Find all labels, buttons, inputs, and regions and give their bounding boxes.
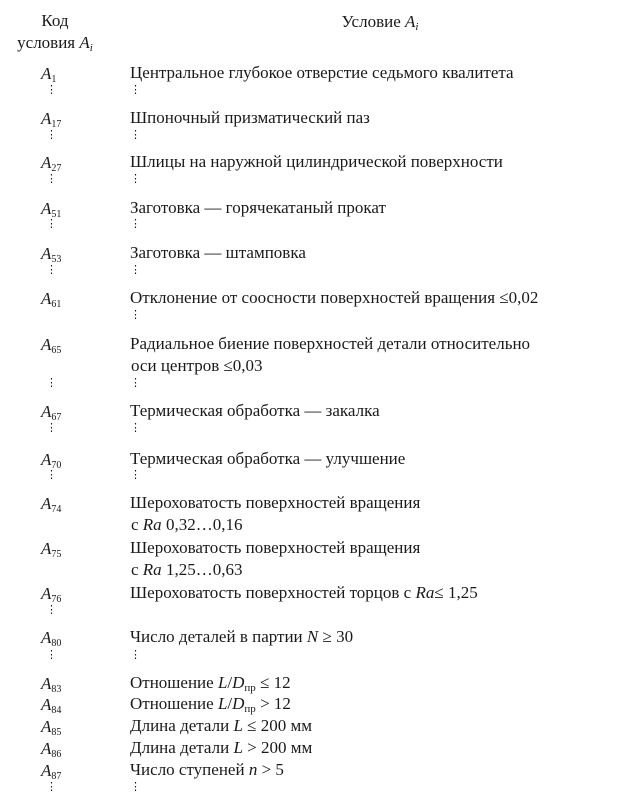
condition-text: Термическая обработка — улучшение xyxy=(130,449,406,468)
condition-text: Отношение $L/D_{пр} > 12$ xyxy=(130,694,291,715)
ellipsis: ⋮ xyxy=(130,129,141,141)
ellipsis: ⋮ xyxy=(130,84,141,96)
condition-code: $A_{85}$ xyxy=(41,717,62,738)
ellipsis: ⋮ xyxy=(46,469,57,481)
condition-code: $A_{84}$ xyxy=(41,695,62,716)
condition-code: $A_{86}$ xyxy=(41,739,62,760)
condition-code: $A_{75}$ xyxy=(41,539,62,560)
condition-text: Заготовка — горячекатаный прокат xyxy=(130,198,386,217)
condition-text-line2: с Ra 1,25…0,63 xyxy=(131,560,243,579)
condition-code: $A_{76}$ xyxy=(41,584,62,605)
ellipsis: ⋮ xyxy=(46,377,57,389)
ellipsis: ⋮ xyxy=(46,84,57,96)
condition-code: $A_{65}$ xyxy=(41,335,62,356)
column-header-code-line1: Код xyxy=(41,11,69,30)
ellipsis: ⋮ xyxy=(130,377,141,389)
condition-text: Отношение $L/D_{пр} \le 12$ xyxy=(130,673,291,694)
ellipsis: ⋮ xyxy=(130,264,141,276)
ellipsis: ⋮ xyxy=(46,218,57,230)
condition-code: $A_{70}$ xyxy=(41,450,62,471)
ellipsis: ⋮ xyxy=(130,649,141,661)
ellipsis: ⋮ xyxy=(46,604,57,616)
condition-text: Термическая обработка — закалка xyxy=(130,401,380,420)
ellipsis: ⋮ xyxy=(46,264,57,276)
condition-code: $A_{17}$ xyxy=(41,109,62,130)
ellipsis: ⋮ xyxy=(130,173,141,185)
ellipsis: ⋮ xyxy=(130,469,141,481)
ellipsis: ⋮ xyxy=(130,422,141,434)
condition-text-line1: Шероховатость поверхностей вращения xyxy=(130,538,421,557)
condition-code: $A_{83}$ xyxy=(41,674,62,695)
ellipsis: ⋮ xyxy=(46,173,57,185)
column-header-code-line2: условия $A_i$ xyxy=(17,33,93,54)
condition-code: $A_{51}$ xyxy=(41,199,62,220)
column-header-condition: Условие $A_i$ xyxy=(341,12,419,33)
condition-code: $A_{87}$ xyxy=(41,761,62,782)
condition-code: $A_{80}$ xyxy=(41,628,62,649)
ellipsis: ⋮ xyxy=(46,129,57,141)
condition-text: Заготовка — штамповка xyxy=(130,243,306,262)
condition-text: Шлицы на наружной цилиндрической поверхности xyxy=(130,152,503,171)
condition-text: Число ступеней n > 5 xyxy=(130,760,284,779)
condition-text: Число деталей в партии N ≥ 30 xyxy=(130,627,354,646)
condition-text: Шероховатость поверхностей торцов с Ra≤ 1,25 xyxy=(130,583,478,602)
condition-text: Центральное глубокое отверстие седьмого квалитета xyxy=(130,63,514,82)
condition-text-line1: Шероховатость поверхностей вращения xyxy=(130,493,421,512)
ellipsis: ⋮ xyxy=(46,649,57,661)
column-header-code xyxy=(0,10,110,59)
ellipsis: ⋮ xyxy=(130,781,141,793)
condition-code: $A_{67}$ xyxy=(41,402,62,423)
condition-text: Длина детали L ≤ 200 мм xyxy=(130,716,313,735)
ellipsis: ⋮ xyxy=(130,309,141,321)
condition-text: Длина детали L > 200 мм xyxy=(130,738,313,757)
ellipsis: ⋮ xyxy=(46,422,57,434)
condition-code: $A_{27}$ xyxy=(41,153,62,174)
condition-text-line1: Радиальное биение поверхностей детали относительно xyxy=(130,334,531,353)
condition-code: $A_{61}$ xyxy=(41,289,62,310)
condition-code: $A_1$ xyxy=(41,64,57,85)
condition-text-line2: с Ra 0,32…0,16 xyxy=(131,515,243,534)
condition-text: Отклонение от соосности поверхностей вращения ≤0,02 xyxy=(130,288,539,307)
condition-text-line2: оси центров ≤0,03 xyxy=(131,356,263,375)
ellipsis: ⋮ xyxy=(130,218,141,230)
condition-code: $A_{53}$ xyxy=(41,244,62,265)
condition-code: $A_{74}$ xyxy=(41,494,62,515)
condition-text: Шпоночный призматический паз xyxy=(130,108,370,127)
ellipsis: ⋮ xyxy=(46,781,57,793)
